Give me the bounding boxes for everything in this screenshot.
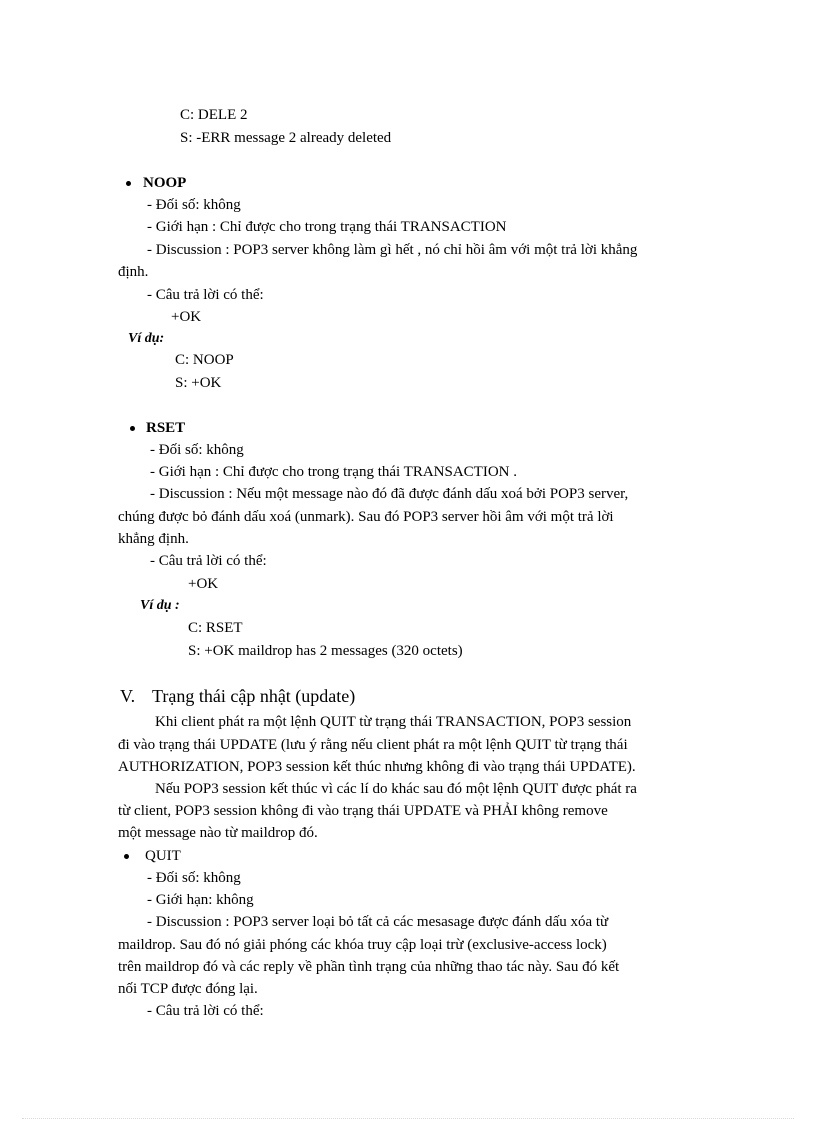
update-paragraph-2-line-2: từ client, POP3 session không đi vào trạng thái UPDATE và PHẢI không remove — [118, 803, 608, 819]
update-paragraph-1-line-1: Khi client phát ra một lệnh QUIT từ trạng thái TRANSACTION, POP3 session — [155, 714, 632, 730]
noop-discussion-line-1: - Discussion : POP3 server không làm gì hết , nó chỉ hồi âm với một trả lời khẳng — [147, 242, 638, 258]
bullet-icon — [126, 181, 131, 186]
update-paragraph-1-line-2: đi vào trạng thái UPDATE (lưu ý rằng nếu client phát ra một lệnh QUIT từ trạng thái — [118, 737, 628, 753]
rset-example-server: S: +OK maildrop has 2 messages (320 octets) — [188, 643, 463, 659]
noop-response: +OK — [171, 309, 202, 325]
dele-server-line: S: -ERR message 2 already deleted — [180, 130, 392, 146]
noop-example-label: Ví dụ: — [128, 331, 165, 346]
section-number: V. — [120, 686, 136, 706]
quit-title: QUIT — [145, 848, 181, 864]
rset-example-client: C: RSET — [188, 620, 243, 636]
noop-example-server: S: +OK — [175, 375, 222, 391]
rset-responses-label: - Câu trả lời có thể: — [150, 553, 267, 569]
noop-discussion-line-2: định. — [118, 264, 149, 280]
noop-args: - Đối số: không — [147, 197, 241, 213]
page-bottom-divider — [22, 1118, 794, 1119]
update-paragraph-1-line-3: AUTHORIZATION, POP3 session kết thúc nhưng không đi vào trạng thái UPDATE). — [118, 759, 636, 775]
bullet-icon — [130, 426, 135, 431]
rset-args: - Đối số: không — [150, 442, 244, 458]
noop-example-client: C: NOOP — [175, 352, 234, 368]
noop-title: NOOP — [143, 175, 187, 191]
rset-response: +OK — [188, 576, 219, 592]
rset-discussion-line-3: khẳng định. — [118, 531, 189, 547]
quit-restriction: - Giới hạn: không — [147, 892, 254, 908]
noop-responses-label: - Câu trả lời có thể: — [147, 287, 264, 303]
rset-title: RSET — [146, 420, 186, 436]
quit-discussion-line-1: - Discussion : POP3 server loại bỏ tất cả các mesasage được đánh dấu xóa từ — [147, 914, 609, 930]
rset-restriction: - Giới hạn : Chỉ được cho trong trạng thái TRANSACTION . — [150, 464, 518, 480]
rset-discussion-line-2: chúng được bỏ đánh dấu xoá (unmark). Sau đó POP3 server hồi âm với một trả lời — [118, 509, 614, 525]
dele-client-line: C: DELE 2 — [180, 107, 248, 123]
update-paragraph-2-line-1: Nếu POP3 session kết thúc vì các lí do khác sau đó một lệnh QUIT được phát ra — [155, 781, 637, 797]
update-paragraph-2-line-3: một message nào từ maildrop đó. — [118, 825, 318, 841]
quit-discussion-line-4: nối TCP được đóng lại. — [118, 981, 258, 997]
rset-discussion-line-1: - Discussion : Nếu một message nào đó đã được đánh dấu xoá bởi POP3 server, — [150, 486, 629, 502]
quit-discussion-line-3: trên maildrop đó và các reply về phần tình trạng của những thao tác này. Sau đó kết — [118, 959, 620, 975]
noop-restriction: - Giới hạn : Chỉ được cho trong trạng thái TRANSACTION — [147, 219, 507, 235]
section-title: Trạng thái cập nhật (update) — [152, 686, 356, 706]
quit-args: - Đối số: không — [147, 870, 241, 886]
bullet-icon — [124, 854, 129, 859]
quit-discussion-line-2: maildrop. Sau đó nó giải phóng các khóa truy cập loại trừ (exclusive-access lock) — [118, 937, 607, 953]
quit-responses-label: - Câu trả lời có thể: — [147, 1003, 264, 1019]
rset-example-label: Ví dụ : — [140, 598, 180, 613]
